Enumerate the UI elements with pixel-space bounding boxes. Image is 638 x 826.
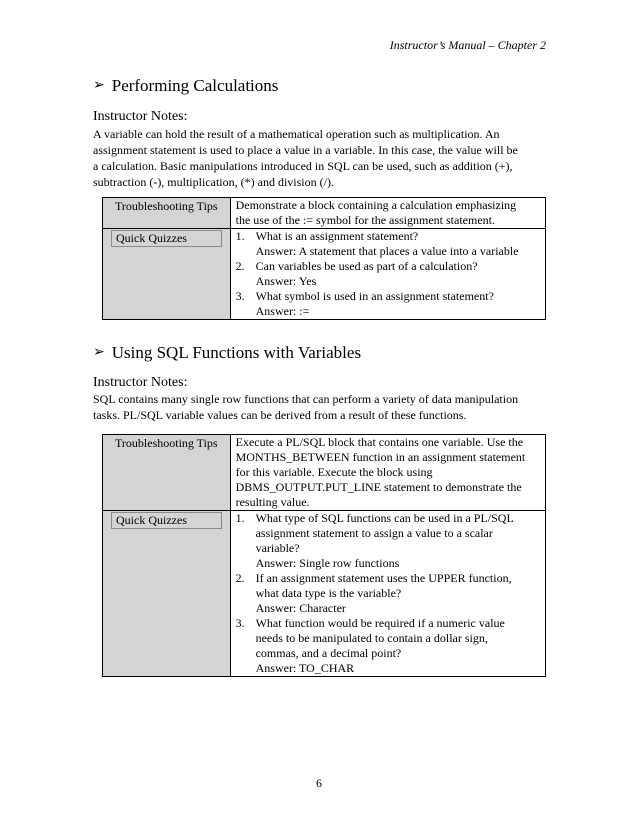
instructor-notes-label: Instructor Notes: — [93, 375, 188, 390]
troubleshooting-text-cell — [230, 198, 545, 229]
instructor-notes-paragraph: SQL contains many single row functions that can perform a variety of data manipulation tasks. PL/SQL variable values can be derived from a result of these functions. — [93, 392, 519, 422]
quick-quizzes-label-cell — [103, 229, 231, 320]
quick-quizzes-cell — [230, 511, 545, 677]
section-title: Performing Calculations — [111, 76, 279, 95]
arrow-bullet-icon: ➢ — [93, 345, 105, 360]
quick-quizzes-row — [103, 229, 546, 320]
list-item — [236, 616, 540, 676]
page-number: 6 — [316, 776, 322, 790]
quiz-question: If an assignment statement uses the UPPER function, what data type is the variable? — [255, 571, 512, 600]
list-item — [236, 511, 540, 571]
list-item — [236, 289, 540, 319]
tips-table — [102, 197, 546, 320]
quiz-answer: Answer: := — [255, 304, 310, 318]
quiz-list — [236, 229, 540, 319]
quick-quizzes-label-cell — [103, 511, 231, 677]
quick-quizzes-label: Quick Quizzes — [111, 512, 222, 529]
troubleshooting-text-cell — [230, 435, 545, 511]
quiz-number: 2. — [235, 259, 245, 273]
list-item — [236, 229, 540, 259]
quiz-number: 2. — [235, 571, 245, 585]
arrow-bullet-icon: ➢ — [93, 78, 105, 93]
troubleshooting-text: Execute a PL/SQL block that contains one variable. Use the MONTHS_BETWEEN function in an assignment statement for this variable. Execute the block using DBMS_OUTPUT.PUT_LINE statement to demonstrate the resulting value. — [235, 435, 526, 509]
troubleshooting-label-cell — [103, 435, 231, 511]
quiz-question: Can variables be used as part of a calculation? — [255, 259, 478, 273]
quiz-answer: Answer: Single row functions — [255, 556, 400, 570]
quiz-list — [236, 511, 540, 676]
quiz-question: What type of SQL functions can be used in a PL/SQL assignment statement to assign a value to a scalar variable? — [255, 511, 514, 555]
quiz-number: 1. — [235, 511, 245, 525]
instructor-notes-label: Instructor Notes: — [93, 109, 188, 124]
section-heading-performing-calculations — [93, 76, 278, 96]
list-item — [236, 571, 540, 616]
quiz-answer: Answer: TO_CHAR — [255, 661, 355, 675]
troubleshooting-row — [103, 198, 546, 229]
quick-quizzes-label: Quick Quizzes — [111, 230, 222, 247]
section-heading-sql-functions — [93, 343, 361, 363]
troubleshooting-label-cell — [103, 198, 231, 229]
troubleshooting-text: Demonstrate a block containing a calculation emphasizing the use of the := symbol for the assignment statement. — [235, 198, 517, 227]
running-header: Instructor’s Manual – Chapter 2 — [389, 38, 546, 52]
troubleshooting-label: Troubleshooting Tips — [115, 436, 218, 450]
quiz-question: What is an assignment statement? — [255, 229, 419, 243]
troubleshooting-label: Troubleshooting Tips — [115, 199, 218, 213]
quiz-answer: Answer: Character — [255, 601, 346, 615]
tips-table — [102, 434, 546, 677]
section-title: Using SQL Functions with Variables — [111, 343, 362, 362]
quiz-answer: Answer: A statement that places a value into a variable — [255, 244, 519, 258]
quiz-question: What symbol is used in an assignment statement? — [255, 289, 494, 303]
instructor-notes-paragraph: A variable can hold the result of a mathematical operation such as multiplication. An assignment statement is used to place a value in a variable. In this case, the value will be a calculation. Basic manipulations introduced in SQL can be used, such as addition (+), subtraction (-), multiplication, (*) and division (/). — [93, 127, 518, 189]
quiz-number: 3. — [235, 289, 245, 303]
quiz-number: 3. — [235, 616, 245, 630]
list-item — [236, 259, 540, 289]
quiz-number: 1. — [235, 229, 245, 243]
quiz-answer: Answer: Yes — [255, 274, 317, 288]
quick-quizzes-cell — [230, 229, 545, 320]
quiz-question: What function would be required if a numeric value needs to be manipulated to contain a dollar sign, commas, and a decimal point? — [255, 616, 505, 660]
troubleshooting-row — [103, 435, 546, 511]
quick-quizzes-row — [103, 511, 546, 677]
